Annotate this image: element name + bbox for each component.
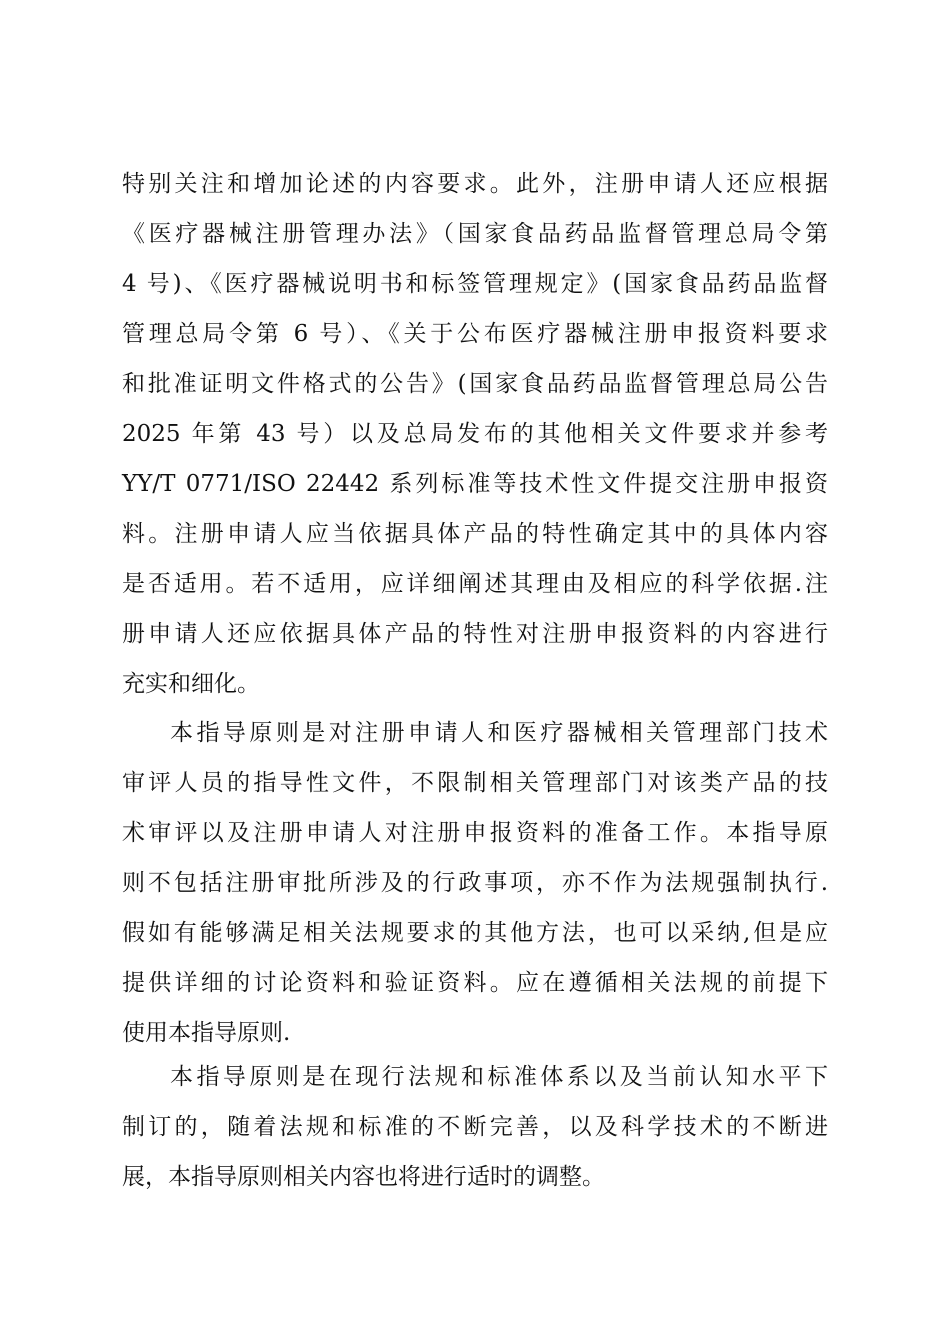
text-line: YY/T 0771/ISO 22442 系列标准等技术性文件提交注册申报资 (122, 471, 828, 497)
text-line: 管理总局令第 6 号）、《关于公布医疗器械注册申报资料要求 (122, 321, 828, 347)
text-line: 册申请人还应依据具体产品的特性对注册申报资料的内容进行 (122, 621, 828, 647)
text-line: 2025 年第 43 号）以及总局发布的其他相关文件要求并参考 (122, 421, 828, 447)
text-line: 使用本指导原则. (122, 1020, 291, 1046)
text-line: 特别关注和增加论述的内容要求。此外，注册申请人还应根据 (122, 171, 828, 197)
text-line: 术审评以及注册申请人对注册申报资料的准备工作。本指导原 (122, 820, 828, 846)
text-line: 料。注册申请人应当依据具体产品的特性确定其中的具体内容 (122, 521, 828, 547)
text-line: 本指导原则是在现行法规和标准体系以及当前认知水平下 (170, 1064, 828, 1090)
text-line: 和批准证明文件格式的公告》(国家食品药品监督管理总局公告 (122, 371, 828, 397)
paragraph-guideline-scope (122, 708, 828, 1058)
paragraph-guideline-updates (122, 1052, 828, 1202)
text-line: 则不包括注册审批所涉及的行政事项，亦不作为法规强制执行. (122, 870, 828, 896)
text-line: 假如有能够满足相关法规要求的其他方法，也可以采纳,但是应 (122, 920, 828, 946)
text-line: 充实和细化。 (122, 671, 260, 697)
text-line: 4 号)、《医疗器械说明书和标签管理规定》(国家食品药品监督 (122, 271, 828, 297)
text-line: 《医疗器械注册管理办法》（国家食品药品监督管理总局令第 (122, 221, 828, 247)
text-line: 提供详细的讨论资料和验证资料。应在遵循相关法规的前提下 (122, 970, 828, 996)
text-line: 展，本指导原则相关内容也将进行适时的调整。 (122, 1164, 605, 1190)
text-line: 本指导原则是对注册申请人和医疗器械相关管理部门技术 (170, 720, 828, 746)
text-line: 制订的，随着法规和标准的不断完善，以及科学技术的不断进 (122, 1114, 828, 1140)
paragraph-registration-requirements (122, 159, 828, 709)
text-line: 审评人员的指导性文件，不限制相关管理部门对该类产品的技 (122, 770, 828, 796)
text-line: 是否适用。若不适用，应详细阐述其理由及相应的科学依据.注 (122, 571, 828, 597)
